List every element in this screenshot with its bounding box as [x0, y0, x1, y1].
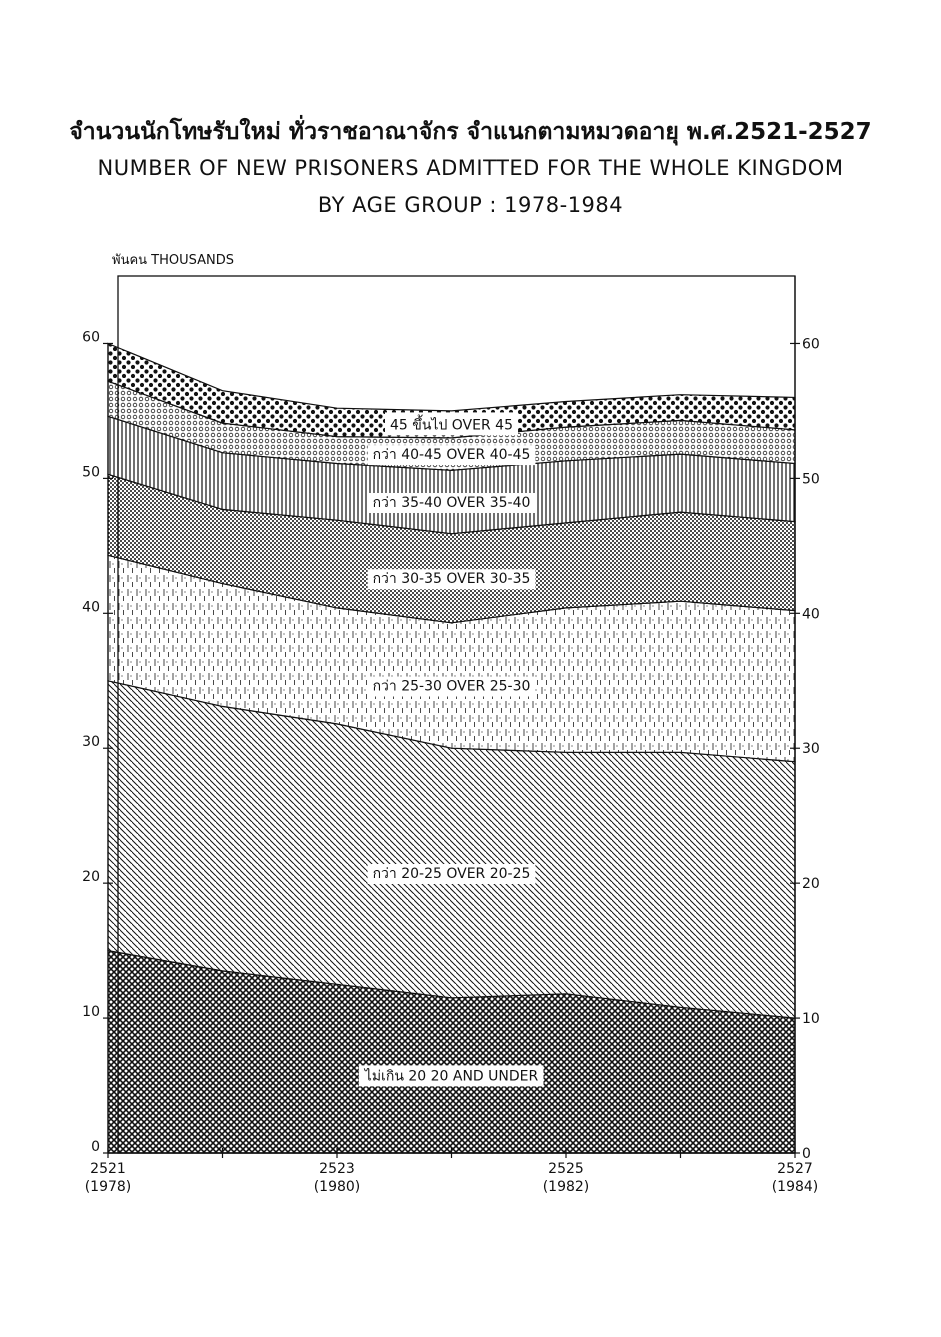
band-label: กว่า 30-35 OVER 30-35	[372, 571, 531, 588]
x-tick-label: 2525	[548, 1161, 584, 1177]
chart-title-thai: จำนวนนักโทษรับใหม่ ทั่วราชอาณาจักร จำแนกตามหมวดอายุ พ.ศ.2521-2527	[69, 119, 872, 145]
x-tick-label-sub: (1978)	[84, 1179, 132, 1195]
x-tick-label-sub: (1982)	[542, 1179, 590, 1195]
y-tick-label-left: 50	[82, 464, 100, 481]
x-tick-label: 2527	[777, 1161, 813, 1177]
y-tick-label-right: 10	[802, 1011, 820, 1028]
band-label-group	[368, 493, 536, 513]
x-tick-label: 2521	[90, 1161, 126, 1177]
band-label: กว่า 20-25 OVER 20-25	[372, 866, 531, 883]
band-label: กว่า 35-40 OVER 35-40	[372, 494, 531, 511]
y-tick-label-left: 60	[82, 329, 100, 346]
band-label: 45 ขึ้นไป OVER 45	[390, 417, 513, 434]
y-tick-label-right: 40	[802, 606, 820, 623]
x-tick-label-sub: (1980)	[313, 1179, 361, 1195]
band-label-group	[368, 569, 536, 589]
band-label-group	[385, 412, 518, 435]
band-label-group	[359, 1065, 544, 1086]
y-tick-label-right: 60	[802, 336, 820, 353]
chart-title-english-line1: NUMBER OF NEW PRISONERS ADMITTED FOR THE WHOLE KINGDOM	[97, 156, 844, 180]
band-label-group	[368, 864, 536, 884]
y-tick-label-right: 20	[802, 876, 820, 893]
band-label: กว่า 40-45 OVER 40-45	[372, 447, 531, 464]
band-label-group	[368, 677, 536, 697]
y-tick-label-left: 40	[82, 599, 100, 616]
y-tick-label-left: 10	[82, 1004, 100, 1021]
band-label: กว่า 25-30 OVER 25-30	[372, 678, 531, 695]
y-tick-label-right: 50	[802, 471, 820, 488]
y-tick-label-left: 20	[82, 869, 100, 886]
y-tick-label-right: 30	[802, 741, 820, 758]
y-axis-unit-label: พันคน THOUSANDS	[112, 253, 235, 268]
band-label-group	[368, 445, 536, 465]
x-tick-label: 2523	[319, 1161, 355, 1177]
band-label: ไม่เกิน 20 20 AND UNDER	[364, 1068, 539, 1085]
y-tick-label-left: 0	[91, 1139, 100, 1155]
y-tick-label-right: 0	[802, 1146, 811, 1162]
chart-title-english-line2: BY AGE GROUP : 1978-1984	[317, 193, 624, 217]
y-tick-label-left: 30	[82, 734, 100, 751]
x-tick-label-sub: (1984)	[771, 1179, 819, 1195]
